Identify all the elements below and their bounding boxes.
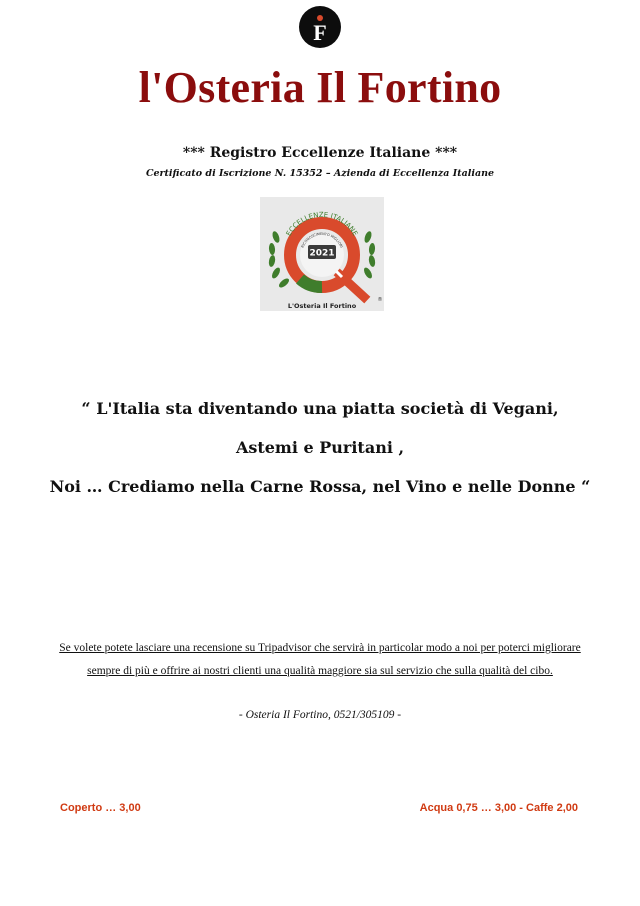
brand-logo-letter: F — [313, 20, 327, 45]
badge-inner-text: RICONOSCIMENTO MIGLIORI — [300, 231, 344, 249]
excellence-badge — [260, 197, 384, 311]
quote-line-2: Astemi e Puritani , — [235, 438, 405, 457]
badge-year: 2021 — [309, 248, 335, 259]
excellence-badge-image — [260, 197, 384, 311]
cover-charge-price: Coperto … 3,00 — [60, 802, 141, 814]
brand-logo-icon — [299, 6, 341, 48]
badge-caption: L'Osteria Il Fortino — [287, 302, 357, 310]
registry-heading: *** Registro Eccellenze Italiane *** — [182, 145, 458, 161]
badge-arc-text: ECCELLENZE ITALIANE — [284, 210, 360, 238]
certificate-line: Certificato di Iscrizione N. 15352 – Azienda di Eccellenza Italiane — [145, 168, 495, 179]
brand-logo — [299, 6, 341, 48]
review-invitation: Se volete potete lasciare una recensione su Tripadvisor che servirà in particolar modo a noi per poterci migliorare sempre di più e offrire ai nostri clienti una qualità maggiore sia sul servizio che sulla qualità del cibo. — [59, 642, 581, 677]
laurel-right-icon — [362, 230, 376, 279]
quote-line-3: Noi … Crediamo nella Carne Rossa, nel Vino e nelle Donne “ — [49, 477, 591, 496]
page-title: l'Osteria Il Fortino — [138, 63, 502, 112]
badge-registered-mark: ® — [377, 297, 383, 303]
quote-line-1: “ L'Italia sta diventando una piatta società di Vegani, — [81, 399, 559, 418]
contact-line: - Osteria Il Fortino, 0521/305109 - — [238, 709, 402, 721]
water-coffee-price: Acqua 0,75 … 3,00 - Caffe 2,00 — [419, 802, 578, 814]
